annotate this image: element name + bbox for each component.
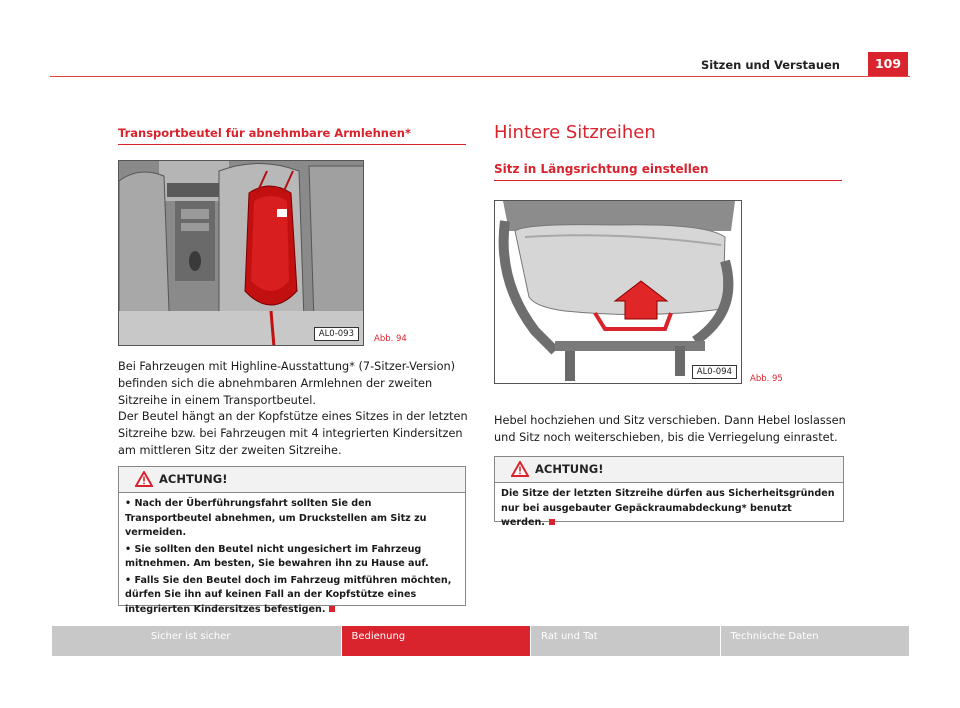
warning-header <box>119 467 465 493</box>
section-heading-transport-bag: Transportbeutel für abnehmbare Armlehnen* <box>118 126 466 145</box>
warning-title: ACHTUNG! <box>535 462 604 476</box>
warning-body <box>495 483 843 537</box>
transport-bag-illustration <box>119 161 364 346</box>
end-mark-icon <box>329 606 335 612</box>
page-number: 109 <box>868 52 908 76</box>
warning-triangle-icon <box>511 461 529 477</box>
figure-transport-bag <box>118 160 364 346</box>
paragraph-lever-instructions: Hebel hochziehen und Sitz verschieben. Dann Hebel loslassen und Sitz noch weiterschieben, bis die Verriegelung einrastet. <box>494 414 846 444</box>
warning-item-text: Die Sitze der letzten Sitzreihe dürfen aus Sicherheitsgründen nur bei ausgebauter Gepäckraumabdeckung* benutzt werden. <box>501 488 835 528</box>
footer-tab-bedienung[interactable]: Bedienung <box>342 626 531 656</box>
warning-item: • Nach der Überführungsfahrt sollten Sie den Transportbeutel abnehmen, um Druckstellen am Sitz zu vermeiden. <box>125 498 427 538</box>
footer-tab-rat-und-tat[interactable]: Rat und Tat <box>531 626 720 656</box>
figure-label: Abb. 94 <box>374 334 407 344</box>
footer-tab-technische-daten[interactable]: Technische Daten <box>721 626 910 656</box>
footer-tab-sicher-ist-sicher[interactable]: Sicher ist sicher <box>52 626 341 656</box>
figure-code: AL0-093 <box>314 327 359 341</box>
warning-item <box>501 487 837 531</box>
warning-item: • Sie sollten den Beutel nicht ungesichert im Fahrzeug mitnehmen. Am besten, Sie bewahren ihn zu Hause auf. <box>125 543 429 569</box>
warning-body <box>119 493 465 623</box>
header-rule <box>50 76 910 77</box>
seat-adjust-illustration <box>495 201 742 384</box>
warning-title: ACHTUNG! <box>159 472 228 486</box>
figure-label: Abb. 95 <box>750 374 783 384</box>
main-heading-rear-seats: Hintere Sitzreihen <box>494 122 656 143</box>
figure-seat-adjust <box>494 200 742 384</box>
warning-item-text: • Falls Sie den Beutel doch im Fahrzeug mitführen möchten, dürfen Sie ihn auf keinen Fall an der Kopfstütze eines integrierten Kindersitzes befestigen. <box>125 574 452 615</box>
chapter-title: Sitzen und Verstauen <box>700 58 840 72</box>
warning-triangle-icon <box>135 471 153 487</box>
footer-nav <box>52 626 909 656</box>
paragraph-highline: Bei Fahrzeugen mit Highline-Ausstattung* (7-Sitzer-Version) befinden sich die abnehmbaren Armlehnen der zweiten Sitzreihe in einem Transportbeutel. <box>118 360 456 407</box>
warning-item <box>125 574 459 618</box>
sub-heading-seat-adjust: Sitz in Längsrichtung einstellen <box>494 162 842 181</box>
warning-header <box>495 457 843 483</box>
warning-box <box>118 466 466 615</box>
end-mark-icon <box>549 519 555 525</box>
figure-code: AL0-094 <box>692 365 737 379</box>
warning-box <box>494 456 844 528</box>
paragraph-bag-location: Der Beutel hängt an der Kopfstütze eines Sitzes in der letzten Sitzreihe bzw. bei Fahrzeugen mit 4 integrierten Kindersitzen am mittleren Sitz der zweiten Sitzreihe. <box>118 410 468 457</box>
